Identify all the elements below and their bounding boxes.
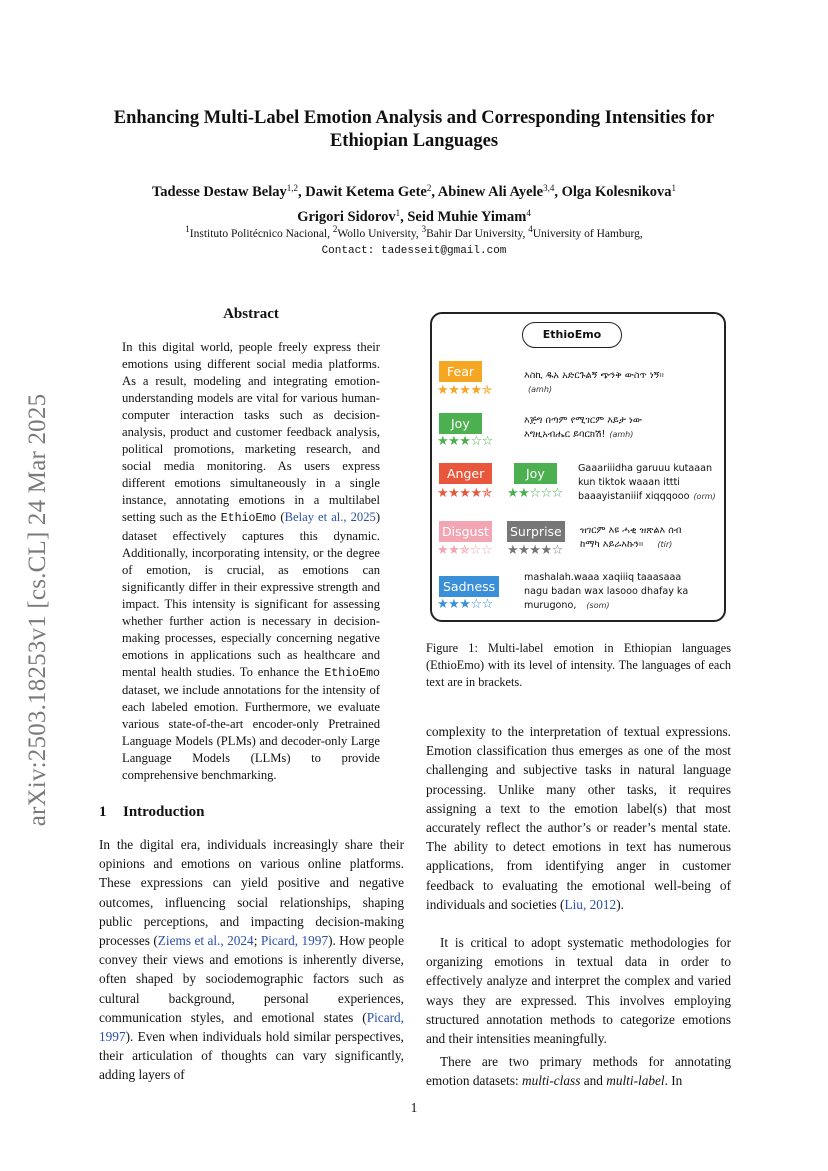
dataset-name: EthioEmo xyxy=(220,512,277,526)
paper-title: Enhancing Multi-Label Emotion Analysis and Corresponding Intensities for Ethiopian Languages xyxy=(113,108,715,151)
text-line: baaayistaniiif xiqqqooo xyxy=(578,491,690,502)
example-text xyxy=(580,524,682,552)
abstract-heading: Abstract xyxy=(223,306,279,322)
arxiv-identifier: arXiv:2503.18253v1 [cs.CL] 24 Mar 2025 xyxy=(24,393,51,827)
intensity-stars: ★★✯☆☆ xyxy=(437,543,493,558)
affiliation: University of Hamburg, xyxy=(532,228,643,240)
text-line: murugono, xyxy=(524,600,577,611)
citation-link[interactable]: Picard, 1997 xyxy=(99,1009,404,1045)
author-line-1 xyxy=(90,178,738,203)
citation-link[interactable]: Liu, 2012 xyxy=(564,896,617,912)
emotion-badge-disgust: Disgust xyxy=(439,521,492,542)
intro-right-column xyxy=(426,722,731,1091)
body-text: There are two primary methods for annotating emotion datasets: xyxy=(426,1054,731,1089)
author-sep: , xyxy=(554,184,562,200)
arxiv-stamp xyxy=(18,360,58,860)
emotion-badge-joy: Joy xyxy=(514,463,557,484)
body-text: In the digital era, individuals increasingly share their opinions and emotions on various online platforms. These expressions can yield positive and negative outcomes, influencing social relationships, shaping public perceptions, and impacting decision-making processes ( xyxy=(99,837,404,949)
abstract-text: dataset effectively captures this dynamic. Additionally, incorporating intensity, or the degree of emotion, is crucial, as emotions can significantly differ in their expressive strength and impact. This intensity is significant for assessing whether further action is necessary in decision-making processes, especially concerning negative emotions in applications such as healthcare and mental health studies. To enhance the xyxy=(122,528,380,679)
text-line: እግዚአብሔር ይባርክሽ! xyxy=(524,429,606,440)
body-text: ). Even when individuals hold similar perspectives, their articulation of thoughts can vary significantly, adding layers of xyxy=(99,1029,404,1083)
emotion-badge-sadness: Sadness xyxy=(439,576,499,597)
author-sep: , xyxy=(431,184,438,200)
author-name: Abinew Ali Ayele xyxy=(437,184,544,200)
intensity-stars: ★★★☆☆ xyxy=(437,434,493,449)
body-text: . In xyxy=(664,1073,683,1089)
emotion-badge-surprise: Surprise xyxy=(507,521,565,542)
author-name: Tadesse Destaw Belay xyxy=(151,184,287,200)
language-tag: (amh) xyxy=(609,430,634,439)
affiliation: Bahir Dar University, xyxy=(426,228,529,240)
figure-ethioemo xyxy=(430,312,726,622)
language-tag: (amh) xyxy=(528,385,553,394)
emotion-badge-fear: Fear xyxy=(439,361,482,382)
paragraph: It is critical to adopt systematic methodologies for organizing emotions in textual data in order to effectively analyze and interpret the complex and varied ways they are expressed. This involves employing structured annotation methods to categorize emotions and their intensities meaningfully. xyxy=(426,935,731,1047)
text-line: Gaaariiidha garuuu kutaaan xyxy=(578,463,713,474)
author-affil-sup: 1 xyxy=(395,208,401,218)
author-name: Grigori Sidorov xyxy=(297,209,396,225)
text-line: ከማካ እይራእኩን። xyxy=(580,539,644,550)
body-text: and xyxy=(580,1073,607,1089)
contact-email[interactable]: Contact: tadesseit@gmail.com xyxy=(321,245,507,257)
intensity-stars: ★★★★✯ xyxy=(437,383,493,398)
section-number: 1 xyxy=(99,804,107,820)
abstract-body: In this digital world, people freely express their emotions using different social media platforms. As a result, modeling and integrating emotion-understanding models are vital for various human-computer interaction tasks such as decision-analysis, product and customer feedback analysis, political promotions, marketing research, and social media monitoring. As users express different emotions simultaneously in a single instance, annotating emotions in a multilabel setting such as the EthioEmo (Belay et al., 2025) dataset effectively captures this dynamic. Additionally, incorporating intensity, or the degree of emotion, is crucial, as emotions can significantly differ in their expressive strength and impact. This intensity is significant for assessing whether further action is necessary in decision-making processes, especially concerning negative emotions in applications such as healthcare and mental health studies. To enhance the EthioEmo dataset, we include annotations for the intensity of each labeled emotion. Furthermore, we evaluate various state-of-the-art encoder-only Pretrained Language Models (PLMs) and decoder-only Large Language Models (LLMs) to provide comprehensive benchmarking. xyxy=(122,340,381,783)
emphasis: multi-label xyxy=(606,1073,665,1089)
language-tag: (orm) xyxy=(693,492,716,501)
paragraph xyxy=(426,722,731,914)
author-affil-sup: 4 xyxy=(526,208,531,218)
page-number: 1 xyxy=(410,1100,418,1115)
intro-left-column: In the digital era, individuals increasingly share their opinions and emotions on various online platforms. These expressions can yield positive and negative outcomes, influencing social relationships, shaping public perceptions, and impacting decision-making processes (Ziems et al., 2024; Picard, 1997). How people convey their views and emotions is inherently diverse, often shaped by sociodemographic factors such as cultural background, personal experiences, communication styles, and emotional states (Picard, 1997). Even when individuals hold similar perspectives, their articulation of thoughts can vary significantly, adding layers of xyxy=(99,837,404,1083)
affil-sup: 3 xyxy=(421,224,427,234)
abstract-text: In this digital world, people freely express their emotions using different social media platforms. As a result, modeling and integrating emotion-understanding models are vital for various human-computer interaction tasks such as decision-analysis, product and customer feedback analysis, political promotions, marketing research, and social media monitoring. As users express different emotions simultaneously in a single instance, annotating emotions in a multilabel setting such as the xyxy=(122,340,380,525)
citation-link[interactable]: Picard, 1997 xyxy=(260,933,329,949)
text-line: እስኪ ዱአ አድርጉልኝ ጭንቅ ውስጥ ነኝ። xyxy=(524,370,664,381)
author-name: Olga Kolesnikova xyxy=(561,184,672,200)
affiliations xyxy=(90,224,738,240)
author-name: Dawit Ketema Gete xyxy=(305,184,427,200)
abstract-text: dataset, we include annotations for the intensity of each labeled emotion. Furthermore, we evaluate various state-of-the-art encoder-only Pretrained Language Models (PLMs) and decoder-only Large Language Models (LLMs) to provide comprehensive benchmarking. xyxy=(122,682,380,783)
text-line: እጅግ በጣም የሚገርም እይታ ነው xyxy=(524,415,643,426)
section-title: Introduction xyxy=(123,804,205,820)
emotion-badge-joy: Joy xyxy=(439,413,482,434)
affil-sup: 2 xyxy=(332,224,338,234)
author-sep: , xyxy=(400,209,408,225)
language-tag: (tir) xyxy=(657,540,673,549)
citation-link[interactable]: Ziems et al., 2024 xyxy=(157,933,254,949)
section-heading-introduction xyxy=(99,804,404,821)
text-line: ዝገርም እዩ ሓቂ ዝጽልእ ሰብ xyxy=(580,525,682,536)
emotion-badge-anger: Anger xyxy=(439,463,492,484)
author-sep: , xyxy=(298,184,306,200)
citation-link[interactable]: Belay et al., 2025 xyxy=(284,510,376,525)
intensity-stars: ★★★★✯ xyxy=(437,486,493,501)
language-tag: (som) xyxy=(586,601,610,610)
affiliation: Instituto Politécnico Nacional, xyxy=(189,228,333,240)
paragraph xyxy=(426,1052,731,1090)
dataset-name: EthioEmo xyxy=(324,666,380,680)
intensity-stars: ★★★☆☆ xyxy=(437,597,493,612)
affil-sup: 1 xyxy=(185,224,190,234)
example-text xyxy=(524,414,642,442)
figure-title: EthioEmo xyxy=(522,322,622,348)
body-text: complexity to the interpretation of textual expressions. Emotion classification thus emerges as one of the most challenging and subjective tasks in natural language processing. Unlike many other tasks, it requires assigning a text to the emotion label(s) that most accurately reflect the author’s or reader’s mental state. The ability to detect emotions in text has numerous applications, from identifying anger in customer feedback to evaluating the emotional well-being of individuals and societies ( xyxy=(426,724,731,912)
intensity-stars: ★★★★☆ xyxy=(507,543,563,558)
text-line: kun tiktok waaan ittti xyxy=(578,477,680,488)
author-affil-sup: 1 xyxy=(671,183,677,193)
example-text xyxy=(524,571,688,613)
text-line: nagu badan wax lasooo dhafay ka xyxy=(524,586,689,597)
body-text: ). How people convey their views and emotions is inherently diverse, often shaped by sociodemographic factors such as cultural background, personal experiences, communication styles, and emotional states ( xyxy=(99,933,404,1025)
example-text xyxy=(524,369,664,397)
affil-sup: 4 xyxy=(528,224,533,234)
text-line: mashalah.waaa xaqiiiq taaasaaa xyxy=(524,572,682,583)
body-text: ). xyxy=(616,896,624,912)
figure-caption: Figure 1: Multi-label emotion in Ethiopian languages (EthioEmo) with its level of intensity. The languages of each text are in brackets. xyxy=(426,641,731,689)
author-name: Seid Muhie Yimam xyxy=(407,209,527,225)
intensity-stars: ★★☆☆☆ xyxy=(507,486,563,501)
author-list xyxy=(90,178,738,228)
author-affil-sup: 2 xyxy=(426,183,432,193)
emphasis: multi-class xyxy=(522,1073,581,1089)
author-affil-sup: 3,4 xyxy=(543,183,555,193)
author-affil-sup: 1,2 xyxy=(286,183,298,193)
example-text xyxy=(578,462,716,504)
affiliation: Wollo University, xyxy=(337,228,422,240)
